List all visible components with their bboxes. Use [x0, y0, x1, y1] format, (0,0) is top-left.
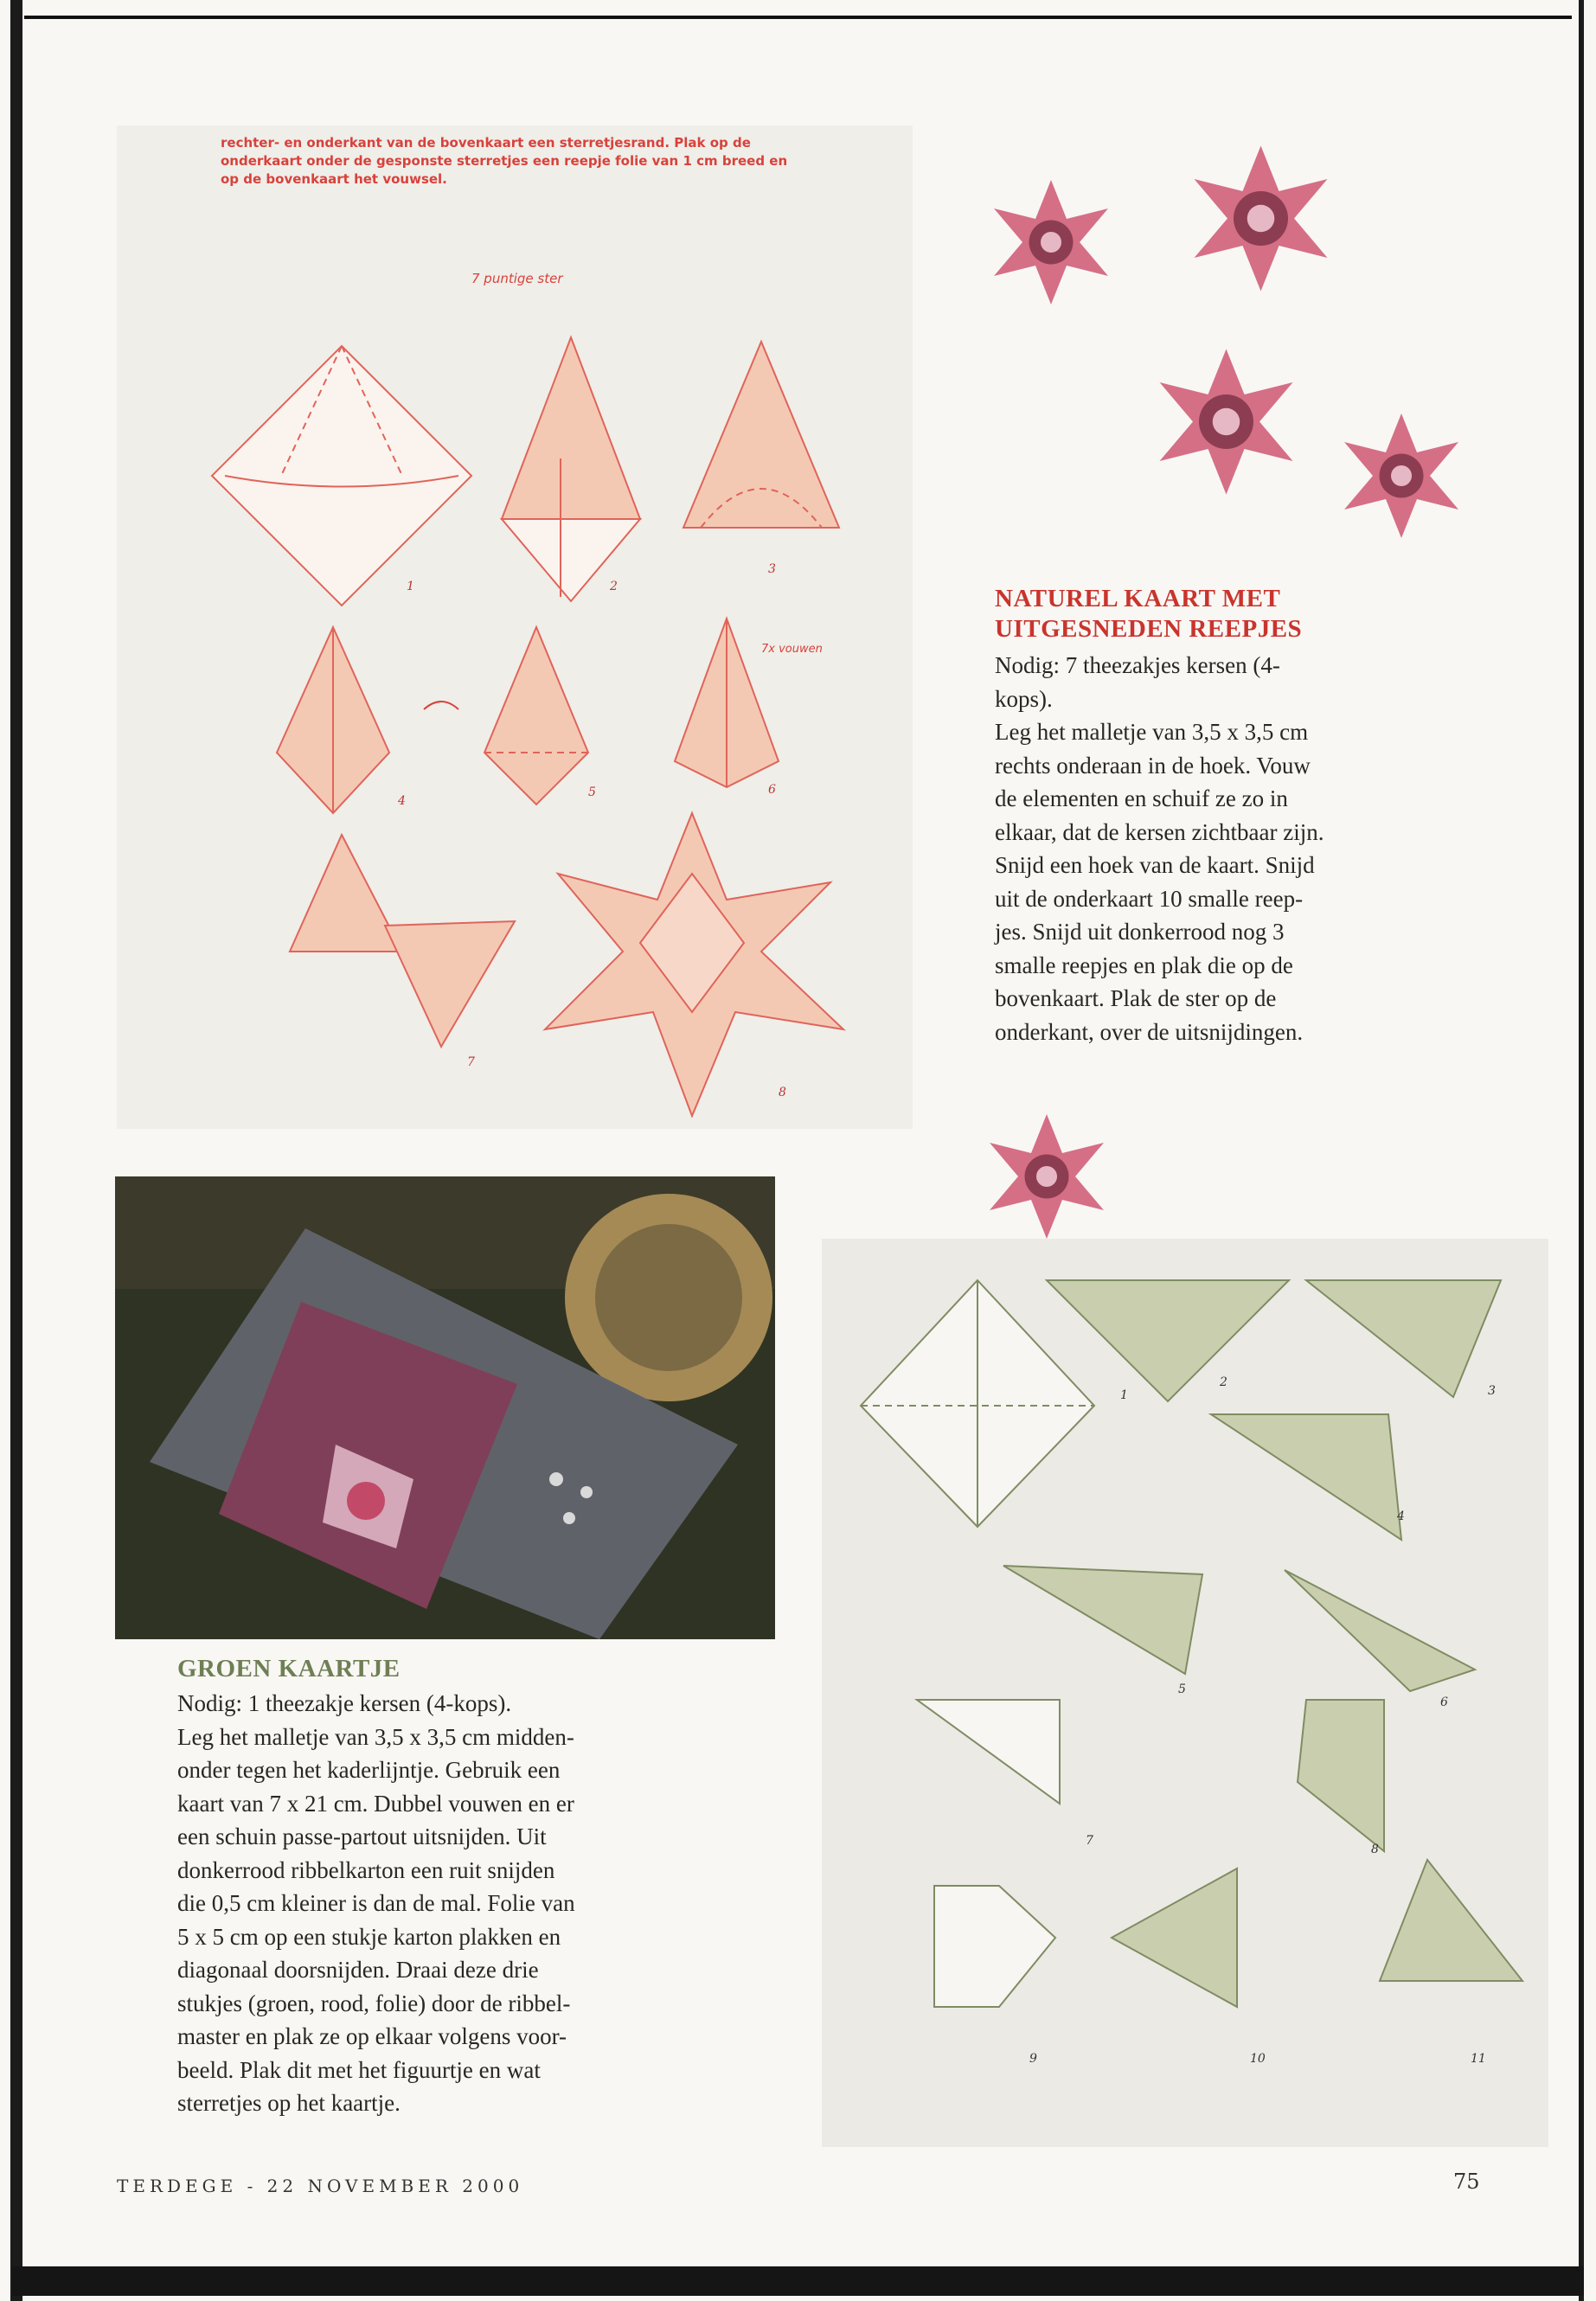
card-photo-illustration: [115, 1176, 775, 1639]
paper-star-decoration: [1151, 346, 1302, 497]
paper-star-decoration: [1185, 143, 1336, 294]
green-step-3: 3: [1488, 1384, 1496, 1398]
groen-line: die 0,5 cm kleiner is dan de mal. Folie van: [177, 1890, 575, 1916]
fold-count-caption: 7x vouwen: [761, 643, 823, 656]
naturel-line: kops).: [995, 685, 1053, 712]
naturel-heading: [995, 584, 1302, 644]
green-step-5: 5: [1178, 1682, 1186, 1696]
pink-step-5: 5: [588, 785, 596, 799]
paper-star-decoration: [1336, 411, 1466, 541]
naturel-line: smalle reepjes en plak die op de: [995, 952, 1293, 978]
pink-step-1: 1: [407, 580, 414, 593]
green-step-1: 1: [1120, 1388, 1128, 1402]
pink-diagram-caption: 7 puntige ster: [471, 271, 563, 286]
naturel-line: Nodig: 7 theezakjes kersen (4-: [995, 652, 1280, 678]
magazine-footer: TERDEGE - 22 NOVEMBER 2000: [117, 2176, 524, 2196]
pink-step-4: 4: [398, 794, 406, 808]
green-step-10: 10: [1250, 2052, 1266, 2066]
pink-step-2: 2: [610, 580, 618, 593]
page-number: 75: [1453, 2170, 1480, 2194]
paper-star-decoration: [982, 1112, 1112, 1241]
pink-step-8: 8: [779, 1086, 786, 1099]
naturel-heading-line-1: NATUREL KAART MET: [995, 585, 1281, 612]
naturel-line: rechts onderaan in de hoek. Vouw: [995, 752, 1311, 779]
scan-edge-left: [10, 0, 22, 2301]
groen-line: Nodig: 1 theezakje kersen (4-kops).: [177, 1690, 512, 1716]
groen-line: sterretjes op het kaartje.: [177, 2090, 401, 2116]
naturel-line: onderkant, over de uitsnijdingen.: [995, 1018, 1304, 1045]
groen-line: master en plak ze op elkaar volgens voor-: [177, 2023, 567, 2049]
naturel-line: Leg het malletje van 3,5 x 3,5 cm: [995, 719, 1309, 745]
pink-step-6: 6: [768, 783, 776, 797]
groen-line: stukjes (groen, rood, folie) door de ribbel-: [177, 1990, 571, 2016]
naturel-line: elkaar, dat de kersen zichtbaar zijn.: [995, 818, 1324, 845]
naturel-body: [995, 649, 1531, 1048]
naturel-line: Snijd een hoek van de kaart. Snijd: [995, 852, 1315, 878]
naturel-line: uit de onderkaart 10 smalle reep-: [995, 885, 1304, 912]
groen-line: Leg het malletje van 3,5 x 3,5 cm midden-: [177, 1723, 574, 1750]
pink-step-3: 3: [768, 562, 776, 576]
naturel-line: jes. Snijd uit donkerrood nog 3: [995, 919, 1285, 945]
groen-line: donkerrood ribbelkarton een ruit snijden: [177, 1856, 555, 1883]
groen-body: [177, 1687, 800, 2120]
green-step-8: 8: [1371, 1843, 1379, 1856]
scan-edge-right: [1579, 0, 1584, 2301]
green-step-2: 2: [1220, 1375, 1227, 1389]
green-folding-diagram: [848, 1263, 1540, 2128]
scan-edge-top: [24, 16, 1572, 19]
scan-edge-bottom: [12, 2266, 1584, 2296]
groen-line: diagonaal doorsnijden. Draai deze drie: [177, 1957, 539, 1983]
pink-step-7: 7: [467, 1055, 475, 1069]
naturel-heading-line-2: UITGESNEDEN REEPJES: [995, 615, 1303, 643]
groen-line: kaart van 7 x 21 cm. Dubbel vouwen en er: [177, 1790, 574, 1817]
groen-line: beeld. Plak dit met het figuurtje en wat: [177, 2056, 541, 2083]
intro-text: rechter- en onderkant van de bovenkaart een sterretjesrand. Plak op de onderkaart onder de gesponste sterretjes een reepje folie van 1 cm breed en op de bovenkaart het vouwsel.: [221, 135, 788, 187]
pink-folding-diagram: [173, 311, 882, 1125]
groen-line: een schuin passe-partout uitsnijden. Uit: [177, 1823, 547, 1849]
naturel-line: de elementen en schuif ze zo in: [995, 785, 1288, 811]
green-step-9: 9: [1029, 2052, 1037, 2066]
green-step-11: 11: [1471, 2052, 1486, 2066]
groen-heading: GROEN KAARTJE: [177, 1655, 401, 1682]
paper-star-decoration: [986, 177, 1116, 307]
card-photo: [115, 1176, 775, 1639]
naturel-line: bovenkaart. Plak de ster op de: [995, 985, 1277, 1011]
groen-line: 5 x 5 cm op een stukje karton plakken en: [177, 1923, 561, 1950]
green-step-6: 6: [1440, 1695, 1448, 1709]
green-step-7: 7: [1086, 1834, 1093, 1848]
groen-line: onder tegen het kaderlijntje. Gebruik een: [177, 1757, 561, 1783]
green-step-4: 4: [1397, 1509, 1405, 1523]
